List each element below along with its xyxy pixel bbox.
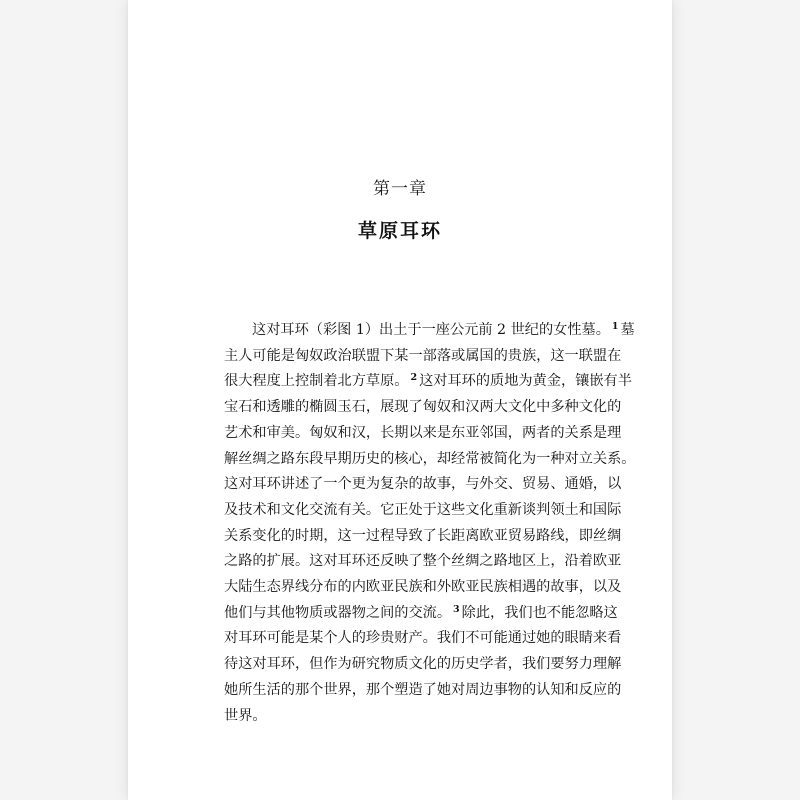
paragraph-line: 关系变化的时期，这一过程导致了长距离欧亚贸易路线，即丝绸 [224,527,622,544]
chapter-title: 草原耳环 [357,220,442,242]
paragraph-line: 很大程度上控制着北方草原。 $^2$ 这对耳环的质地为黄金，镶嵌有半 [224,372,632,390]
paragraph-line: 宝石和透雕的椭圆玉石，展现了匈奴和汉两大文化中多种文化的 [224,399,622,416]
paragraph-line: 世界。 [224,707,267,724]
body-paragraph [224,318,636,729]
paragraph-line: 解丝绸之路东段早期历史的核心，却经常被简化为一种对立关系。 [224,450,636,467]
footnote-marker[interactable]: 3 [453,603,460,615]
paragraph-line: 他们与其他物质或器物之间的交流。 $^3$ 除此，我们也不能忽略这 [224,603,618,621]
paragraph-line: 她所生活的那个世界，那个塑造了她对周边事物的认知和反应的 [224,681,622,698]
footnote-marker[interactable]: 1 [611,321,619,332]
paragraph-line: 这对耳环讲述了一个更为复杂的故事，与外交、贸易、通婚，以 [224,476,622,493]
paragraph-line: 之路的扩展。这对耳环还反映了整个丝绸之路地区上，沿着欧亚 [224,553,622,570]
paragraph-line: 待这对耳环，但作为研究物质文化的历史学者，我们要努力理解 [224,656,622,673]
chapter-number: 第一章 [373,179,427,199]
book-page [128,0,672,800]
footnote-marker[interactable]: 2 [410,372,418,384]
paragraph-line: 及技术和文化交流有关。它正处于这些文化重新谈判领土和国际 [224,501,622,518]
paragraph-line: 这对耳环（彩图 1）出土于一座公元前 2 世纪的女性墓。 $^1$ 墓 [252,321,635,338]
paragraph-line: 主人可能是匈奴政治联盟下某一部落或属国的贵族，这一联盟在 [224,347,622,364]
paragraph-line: 艺术和审美。匈奴和汉，长期以来是东亚邻国，两者的关系是理 [224,424,622,441]
paragraph-line: 大陆生态界线分布的内欧亚民族和外欧亚民族相遇的故事，以及 [224,579,622,596]
paragraph-line: 对耳环可能是某个人的珍贵财产。我们不可能通过她的眼睛来看 [224,630,622,647]
